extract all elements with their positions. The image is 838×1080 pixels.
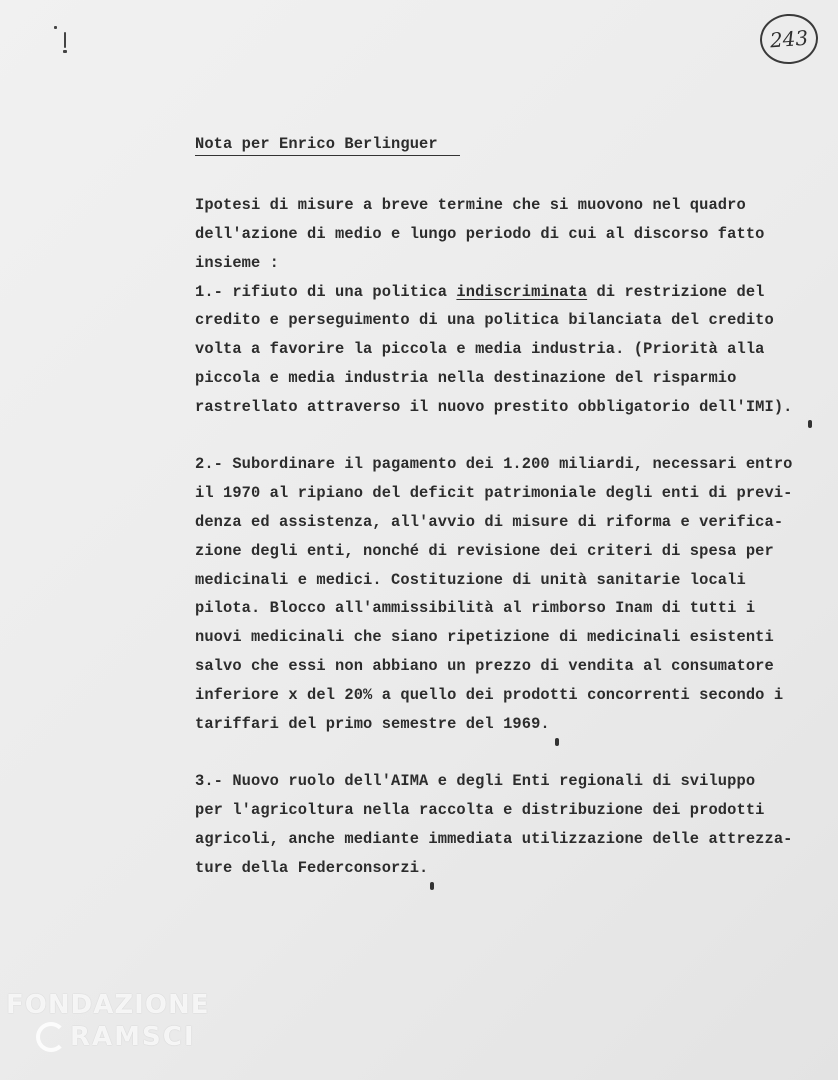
point-1-line: rastrellato attraverso il nuovo prestito obbligatorio dell'IMI). xyxy=(195,398,793,417)
point-2-line: tariffari del primo semestre del 1969. xyxy=(195,715,550,734)
intro-line: Ipotesi di misure a breve termine che si muovono nel quadro xyxy=(195,195,746,214)
watermark-line-2 xyxy=(36,1022,226,1052)
fondazione-gramsci-watermark xyxy=(6,990,226,1070)
point-3-line: 3.- Nuovo ruolo dell'AIMA e degli Enti regionali di sviluppo xyxy=(195,771,756,790)
point-2-line: nuovi medicinali che siano ripetizione di medicinali esistenti xyxy=(195,628,774,647)
margin-tick-mark xyxy=(808,420,812,428)
watermark-line-2-text: RAMSCI xyxy=(70,1022,196,1052)
point-2-line: il 1970 al ripiano del deficit patrimoniale degli enti di previ- xyxy=(195,483,793,502)
intro-paragraph xyxy=(195,191,820,278)
point-2-line: denza ed assistenza, all'avvio di misure di riforma e verifica- xyxy=(195,512,784,531)
point-3-line: agricoli, anche mediante immediata utilizzazione delle attrezza- xyxy=(195,829,793,848)
typed-letter-body xyxy=(195,130,820,883)
point-2-paragraph xyxy=(195,450,820,739)
point-3-paragraph xyxy=(195,767,820,883)
document-title: Nota per Enrico Berlinguer xyxy=(195,133,460,156)
point-3-line: per l'agricoltura nella raccolta e distribuzione dei prodotti xyxy=(195,800,765,819)
intro-line: insieme : xyxy=(195,253,280,272)
point-1-line: piccola e media industria nella destinazione del risparmio xyxy=(195,369,737,388)
point-2-line: inferiore x del 20% a quello dei prodotti concorrenti secondo i xyxy=(195,686,784,705)
point-2-line: medicinali e medici. Costituzione di unità sanitarie locali xyxy=(195,570,746,589)
underlined-word: indiscriminata xyxy=(456,282,588,301)
point-2-line: pilota. Blocco all'ammissibilità al rimborso Inam di tutti i xyxy=(195,599,756,618)
margin-tick-mark xyxy=(430,882,434,890)
point-1-text-a: 1.- rifiuto di una politica xyxy=(195,282,457,301)
point-1-text-b: di restrizione del xyxy=(587,282,765,301)
watermark-g-logo-icon xyxy=(36,1022,66,1052)
point-1-first-line xyxy=(195,278,820,307)
margin-tick-mark xyxy=(555,738,559,746)
point-2-line: zione degli enti, nonché di revisione dei criteri di spesa per xyxy=(195,541,774,560)
page-number-stamp: 243 xyxy=(758,12,819,66)
point-1-line: credito e perseguimento di una politica bilanciata del credito xyxy=(195,311,774,330)
watermark-line-1: FONDAZIONE xyxy=(6,990,210,1020)
point-1-line: volta a favorire la piccola e media industria. (Priorità alla xyxy=(195,340,765,359)
intro-line: dell'azione di medio e lungo periodo di cui al discorso fatto xyxy=(195,224,765,243)
point-2-line: 2.- Subordinare il pagamento dei 1.200 miliardi, necessari entro xyxy=(195,455,793,474)
corner-punch-marks xyxy=(52,24,72,54)
point-1-paragraph xyxy=(195,278,820,422)
point-2-line: salvo che essi non abbiano un prezzo di vendita al consumatore xyxy=(195,657,774,676)
point-3-line: ture della Federconsorzi. xyxy=(195,858,429,877)
